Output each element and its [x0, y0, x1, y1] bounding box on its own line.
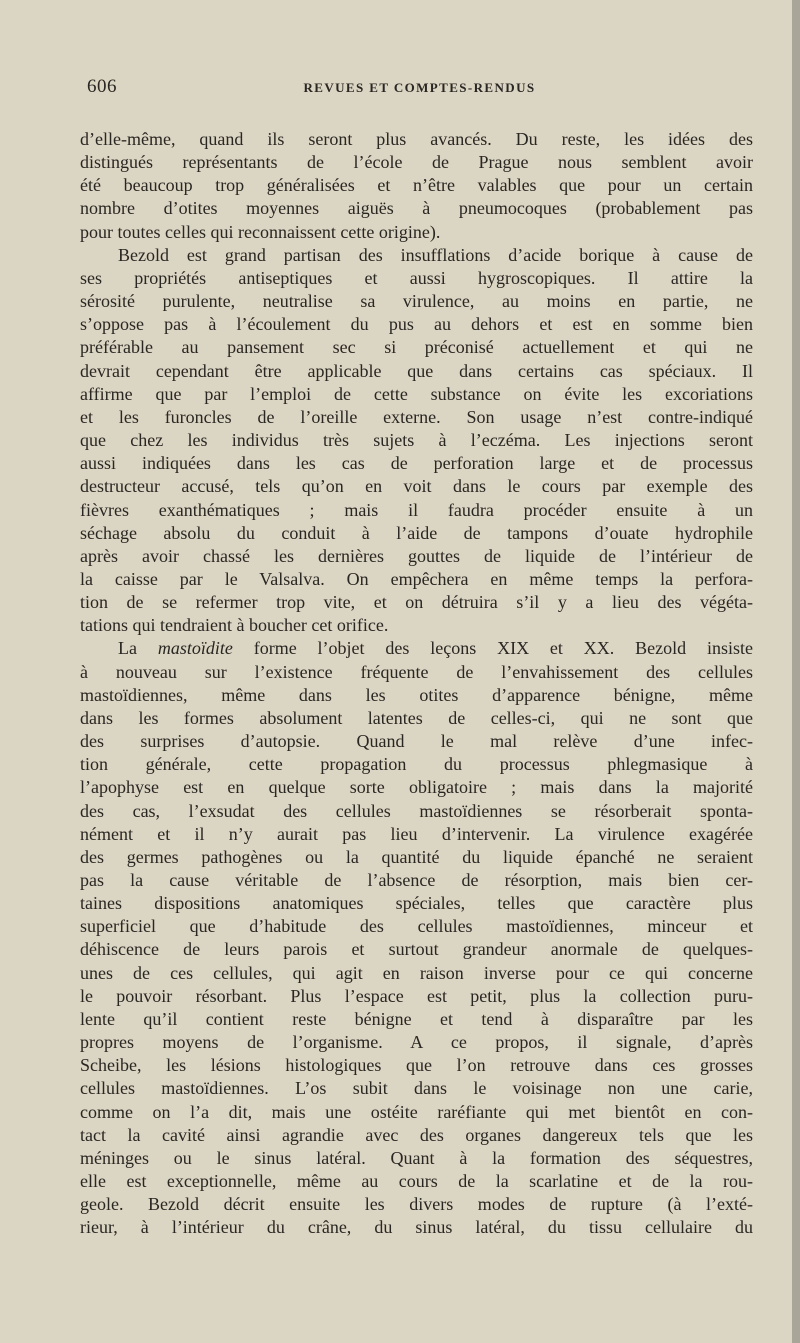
text-line: l’apophyse est en quelque sorte obligatoire ; mais dans la majorité: [80, 777, 753, 798]
text-line: été beaucoup trop généralisées et n’être valables que pour un certain: [80, 175, 753, 196]
text-line-paragraph-start: [80, 637, 753, 660]
text-line: unes de ces cellules, qui agit en raison inverse pour ce qui concerne: [80, 962, 753, 983]
text-line-rest: forme l’objet des leçons XIX et XX. Bezold insiste: [253, 638, 753, 659]
text-line: fièvres exanthématiques ; mais il faudra procéder ensuite à un: [80, 499, 753, 520]
text-line: pas la cause véritable de l’absence de résorption, mais bien cer-: [80, 870, 753, 890]
text-line: à nouveau sur l’existence fréquente de l’envahissement des cellules: [80, 661, 753, 682]
text-line: destructeur accusé, tels qu’on en voit dans le cours par exemple des: [80, 476, 753, 497]
text-line: rieur, à l’intérieur du crâne, du sinus latéral, du tissu cellulaire du: [80, 1217, 753, 1238]
text-line: Scheibe, les lésions histologiques que l’on retrouve dans ces grosses: [80, 1055, 753, 1076]
page-number: 606: [87, 76, 117, 97]
text-line: superficiel que d’habitude des cellules mastoïdiennes, minceur et: [80, 916, 753, 937]
text-line: lente qu’il contient reste bénigne et tend à disparaître par les: [80, 1008, 753, 1029]
text-line: devrait cependant être applicable que dans certains cas spéciaux. Il: [80, 360, 753, 381]
text-line: tact la cavité ainsi agrandie avec des organes dangereux tels que les: [80, 1124, 753, 1145]
text-line: méninges ou le sinus latéral. Quant à la formation des séquestres,: [80, 1147, 753, 1168]
text-line: la caisse par le Valsalva. On empêchera en même temps la perfora-: [80, 568, 753, 589]
text-line: séchage absolu du conduit à l’aide de tampons d’ouate hydrophile: [80, 522, 753, 543]
text-line: tion de se refermer trop vite, et on détruira s’il y a lieu des végéta-: [80, 592, 753, 613]
text-line: des cas, l’exsudat des cellules mastoïdiennes se résorberait sponta-: [80, 800, 753, 821]
text-line: des germes pathogènes ou la quantité du liquide épanché ne seraient: [80, 846, 753, 867]
text-line: d’elle-même, quand ils seront plus avancés. Du reste, les idées des: [80, 129, 753, 149]
text-line: ses propriétés antiseptiques et aussi hygroscopiques. Il attire la: [80, 267, 753, 288]
text-line: distingués représentants de l’école de Prague nous semblent avoir: [80, 152, 753, 173]
text-line: elle est exceptionnelle, même au cours de la scarlatine et de la rou-: [80, 1171, 753, 1192]
text-line: aussi indiquées dans les cas de perforation large et de processus: [80, 453, 753, 474]
text-line: le pouvoir résorbant. Plus l’espace est petit, plus la collection puru-: [80, 985, 753, 1006]
text-line: après avoir chassé les dernières gouttes de liquide de l’intérieur de: [80, 545, 753, 566]
body-text: [80, 128, 753, 1240]
text-line: geole. Bezold décrit ensuite les divers modes de rupture (à l’exté-: [80, 1194, 753, 1215]
text-line: et les furoncles de l’oreille externe. Son usage n’est contre-indiqué: [80, 406, 753, 427]
text-line: que chez les individus très sujets à l’eczéma. Les injections seront: [80, 430, 753, 451]
text-line: pour toutes celles qui reconnaissent cette origine).: [80, 221, 441, 242]
text-line: s’oppose pas à l’écoulement du pus au dehors et est en somme bien: [80, 314, 753, 335]
page-edge-shadow: [792, 0, 800, 1343]
text-line: Bezold est grand partisan des insufflations d’acide borique à cause de: [118, 244, 753, 265]
text-line: mastoïdiennes, même dans les otites d’apparence bénigne, même: [80, 684, 753, 705]
text-line: nément et il n’y aurait pas lieu d’intervenir. La virulence exagérée: [80, 823, 753, 844]
text-line: sérosité purulente, neutralise sa virulence, au moins en partie, ne: [80, 291, 753, 312]
text-line: dans les formes absolument latentes de celles-ci, qui ne sont que: [80, 707, 753, 728]
text-line: tations qui tendraient à boucher cet orifice.: [80, 615, 389, 636]
text-line: affirme que par l’emploi de cette substance on évite les excoriations: [80, 383, 753, 404]
text-line: préférable au pansement sec si préconisé actuellement et qui ne: [80, 337, 753, 358]
page-header: [87, 76, 752, 104]
text-line: cellules mastoïdiennes. L’os subit dans le voisinage non une carie,: [80, 1078, 753, 1099]
text-line: propres moyens de l’organisme. A ce propos, il signale, d’après: [80, 1032, 753, 1053]
text-line: taines dispositions anatomiques spéciales, telles que caractère plus: [80, 893, 753, 914]
text-line: nombre d’otites moyennes aiguës à pneumocoques (probablement pas: [80, 198, 753, 219]
italic-term: mastoïdite: [157, 638, 233, 659]
running-title: REVUES ET COMPTES-RENDUS: [303, 80, 536, 95]
text-line: déhiscence de leurs parois et surtout grandeur anormale de quelques-: [80, 939, 753, 960]
text-line: comme on l’a dit, mais une ostéite raréfiante qui met bientôt en con-: [80, 1101, 753, 1122]
text-line: des surprises d’autopsie. Quand le mal relève d’une infec-: [80, 731, 753, 752]
text-line: tion générale, cette propagation du processus phlegmasique à: [80, 754, 753, 775]
paragraph-lead-word: La: [118, 638, 137, 659]
